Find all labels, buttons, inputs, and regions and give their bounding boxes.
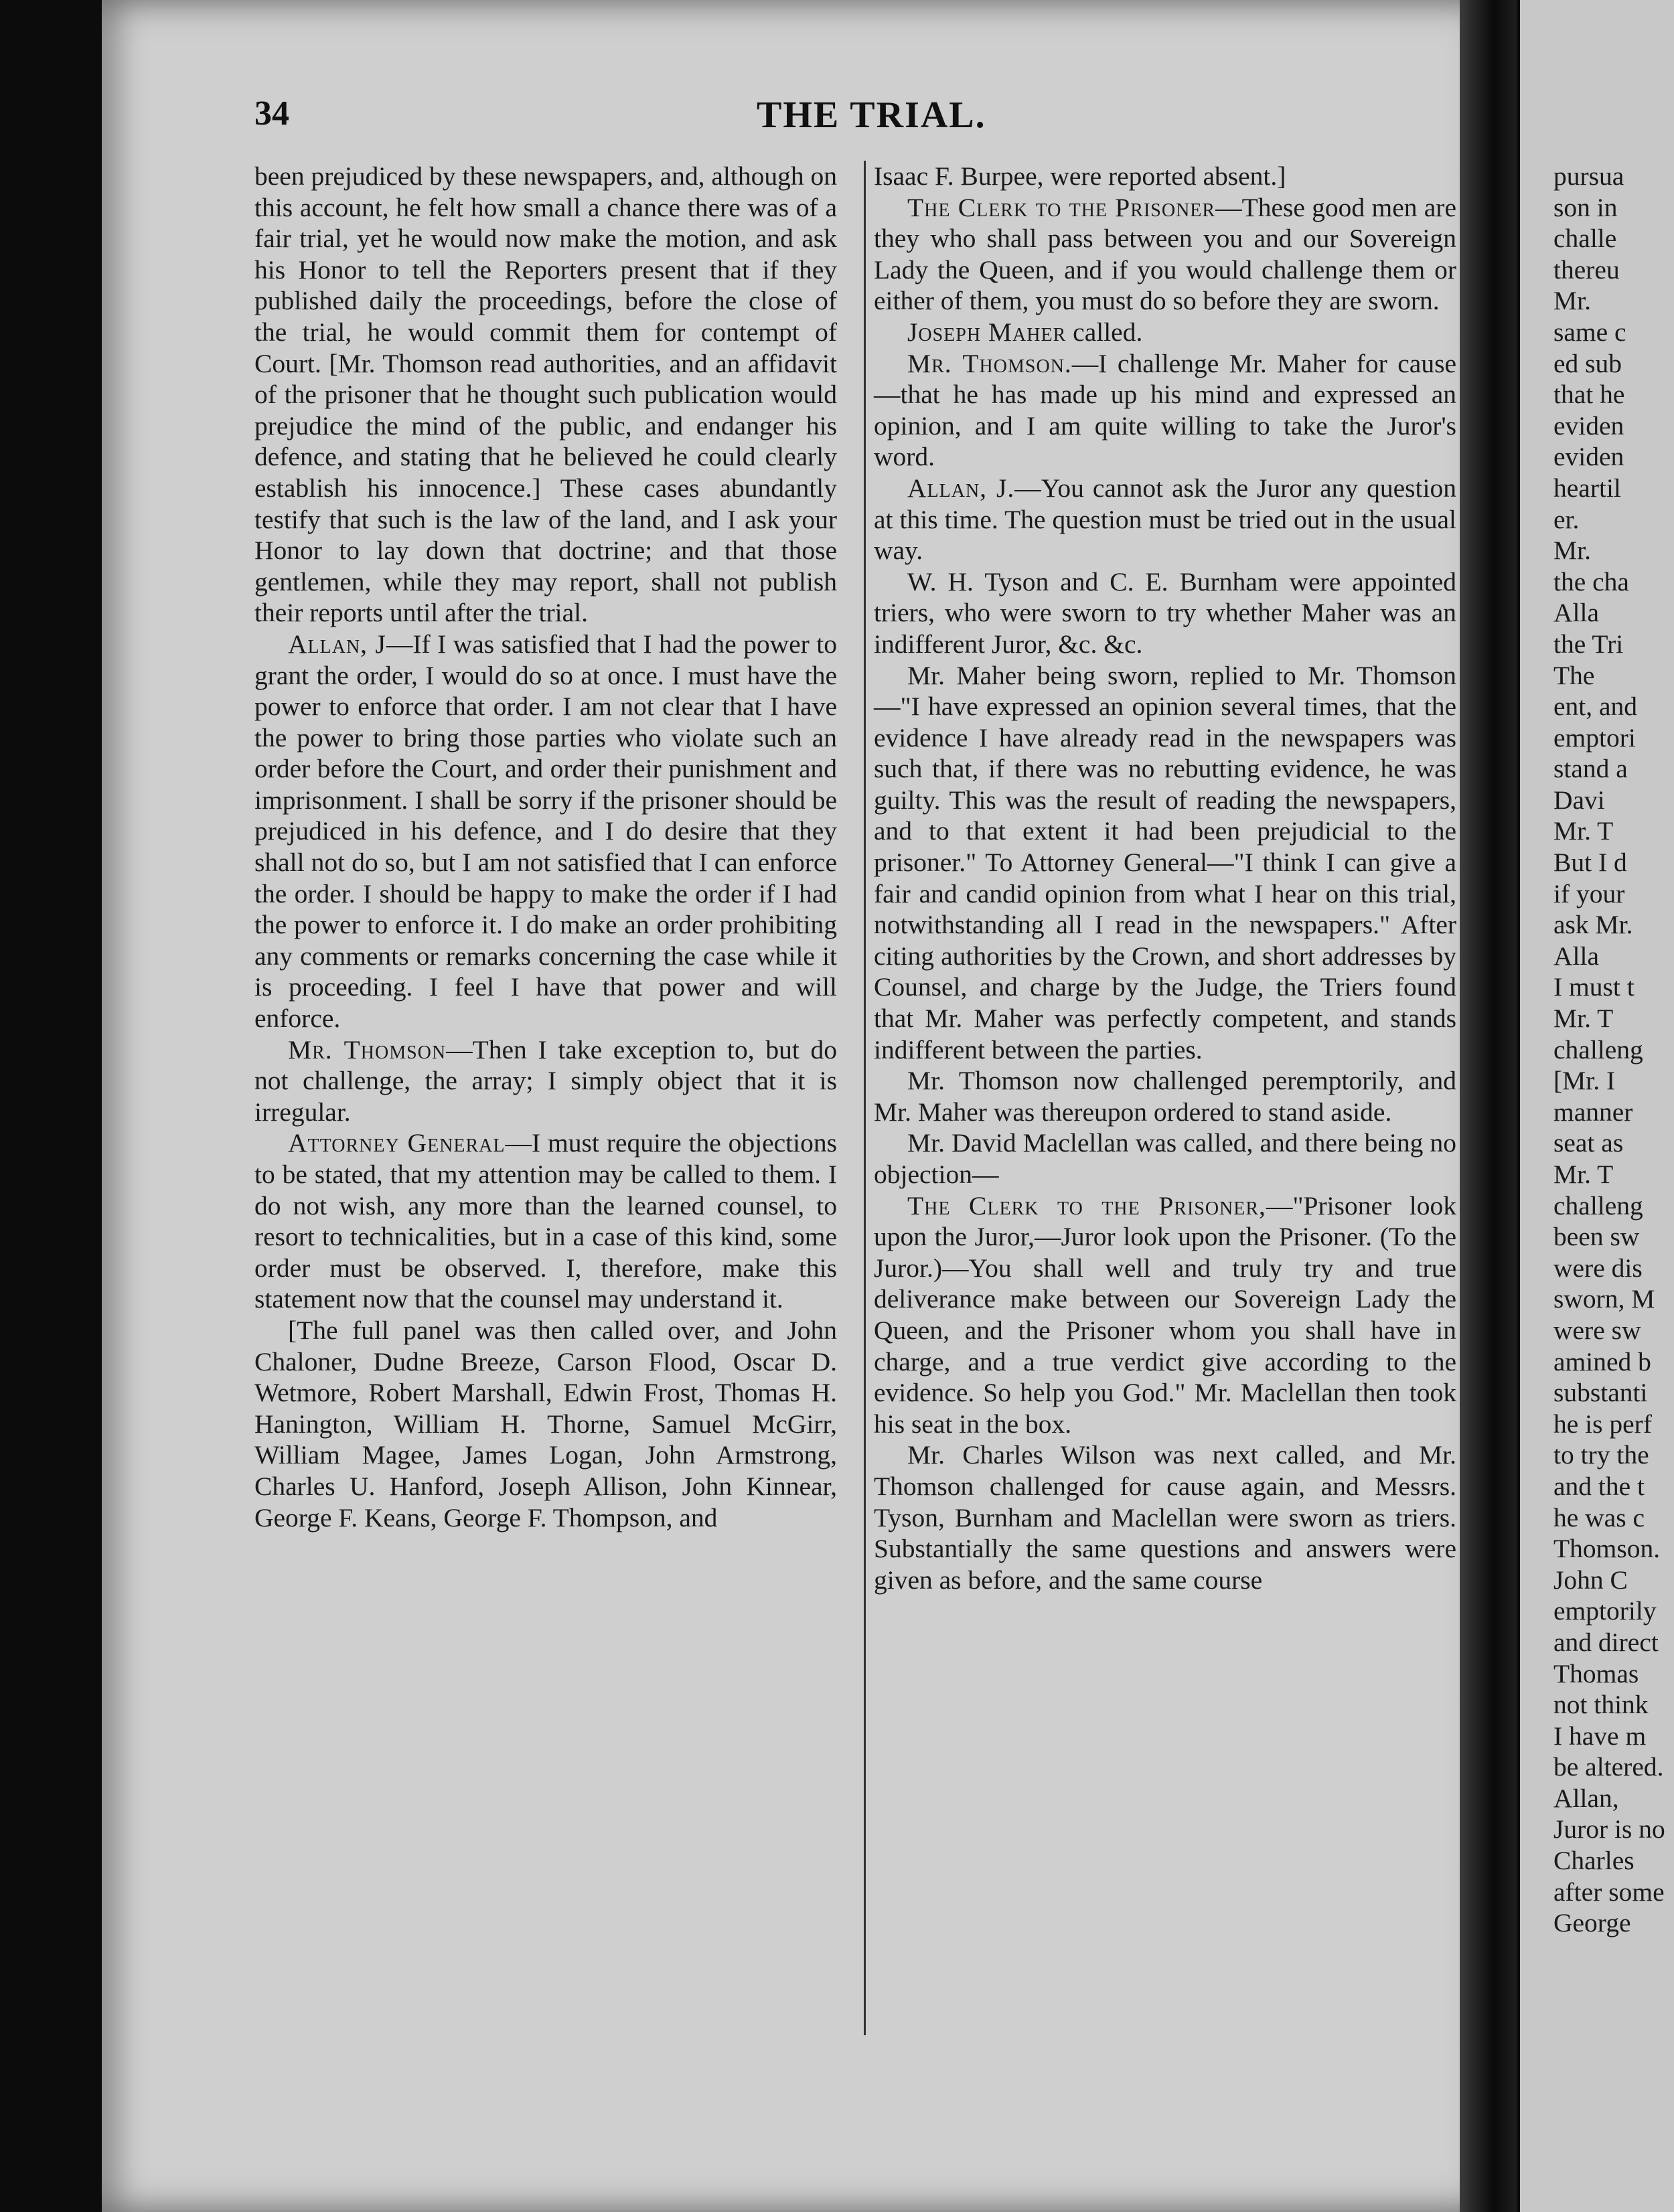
paragraph [874,1065,1456,1127]
facing-page-line: The [1553,660,1595,690]
facing-page-line: Thomson. [1553,1534,1661,1564]
facing-page-line: after some [1553,1877,1665,1907]
paragraph [874,192,1456,317]
paragraph [874,566,1456,660]
paragraph-text: Mr. Thomson now challenged peremptorily, and Mr. Maher was thereupon ordered to stand aside. [874,1066,1456,1127]
paragraph-text: Mr. David Maclellan was called, and there being no objection— [874,1128,1456,1189]
speaker-name: The Clerk to the Prisoner, [907,1190,1266,1220]
paragraph-text: —These good men are they who shall pass between you and our Sovereign Lady the Queen, and if you would challenge them or either of them, you must do so before they are sworn. [874,192,1456,316]
paragraph [254,1034,837,1128]
facing-page-line: Davi [1553,785,1605,815]
paragraph-text: been prejudiced by these newspapers, and, although on this account, he felt how small a chance there was of a fair trial, yet he would now make the motion, and ask his Honor to tell the Reporters present that if they published daily the proceedings, before the close of the trial, he would commit them for contempt of Court. [Mr. Thomson read authorities, and an affidavit of the prisoner that he thought such publication would prejudice the mind of the public, and endanger his defence, and stating that he believed he could clearly establish his innocence.] These cases abundantly testify that such is the law of the land, and I ask your Honor to lay down that doctrine; and that those gentlemen, while they may report, shall not publish their reports until after the trial. [254,161,837,628]
column-divider [864,161,866,2035]
facing-page-line: emptori [1553,722,1636,753]
paragraph-text: —You cannot ask the Juror any question at this time. The question must be tried out in the usual way. [874,473,1456,566]
facing-page-line: same c [1553,317,1626,347]
left-text-column [254,161,837,1533]
facing-page-line: I must t [1553,972,1634,1002]
paragraph-text: —If I was satisfied that I had the power to grant the order, I would do so at once. I must have the power to enforce that order. I am not clear that I have the power to bring those parties who violate such an order before the Court, and order their punishment and imprisonment. I shall be sorry if the prisoner should be prejudiced in his defence, and I do desire that they shall not do so, but I am not satisfied that I can enforce the order. I should be happy to make the order if I had the power to enforce it. I do make an order prohibiting any comments or remarks concerning the case while it is proceeding. I feel I have that power and will enforce. [254,629,838,1034]
paragraph [874,348,1456,473]
facing-page-line: sworn, M [1553,1284,1655,1314]
facing-page-line: ed sub [1553,348,1622,378]
facing-page-line: Mr. T [1553,1004,1614,1034]
facing-page-line: that he [1553,380,1625,410]
facing-page-line: Mr. [1553,536,1591,566]
facing-page-line: Juror is no [1553,1814,1665,1844]
running-title: THE TRIAL. [757,94,986,136]
facing-page-line: emptorily [1553,1596,1657,1626]
facing-page-line: Charles [1553,1846,1634,1876]
paragraph [254,1127,837,1315]
speaker-name: Attorney General [288,1128,506,1158]
paragraph-text: Isaac F. Burpee, were reported absent.] [874,161,1286,191]
facing-page-line: thereu [1553,254,1620,285]
facing-page-line: George [1553,1908,1631,1938]
facing-page-edge [1520,0,1674,2212]
facing-page-line: heartil [1553,473,1621,503]
facing-page-line: he was c [1553,1502,1645,1532]
facing-page-line: and direct [1553,1627,1659,1657]
facing-page-line: Alla [1553,598,1600,628]
facing-page-line: the cha [1553,566,1629,597]
paragraph-text: —I challenge Mr. Maher for cause—that he has made up his mind and expressed an opinion, and I am quite willing to take the Juror's word. [874,348,1456,472]
facing-page-text [1520,161,1665,1939]
facing-page-line: pursua [1553,161,1624,191]
paragraph [254,1315,837,1533]
paragraph [254,629,837,1034]
paragraph-text: —"Prisoner look upon the Juror,—Juror look upon the Prisoner. (To the Juror.)—You shall well and truly try and true deliverance make between our Sovereign Lady the Queen, and the Prisoner whom you shall have in charge, and a true verdict give according to the evidence. So help you God." Mr. Maclellan then took his seat in the box. [874,1190,1456,1439]
paragraph [874,161,1456,192]
facing-page-line: Thomas [1553,1658,1639,1688]
paragraph [874,660,1456,1066]
page-header [254,94,1493,147]
facing-page-line: challeng [1553,1034,1643,1064]
paragraph [874,1190,1456,1440]
facing-page-line: ent, and [1553,692,1638,722]
facing-page-line: were dis [1553,1253,1643,1283]
facing-page-line: ask Mr. [1553,910,1633,940]
facing-page-line: he is perf [1553,1409,1652,1439]
facing-page-line: seat as [1553,1128,1624,1158]
facing-page-line: er. [1553,504,1580,534]
paragraph [874,473,1456,566]
facing-page-line: substanti [1553,1378,1648,1408]
facing-page-line: [Mr. I [1553,1066,1616,1096]
paragraph [254,161,837,629]
facing-page-line: stand a [1553,754,1628,784]
paragraph-text: —I must require the objections to be stated, that my attention may be called to them. I do not wish, any more than the learned counsel, to resort to technicalities, but in a case of this kind, some order must be observed. I, therefore, make this statement now that the counsel may understand it. [254,1128,838,1314]
facing-page-line: be altered. [1553,1752,1664,1782]
paragraph [874,1127,1456,1190]
page-number: 34 [254,94,289,133]
facing-page-line: Alla [1553,941,1600,971]
facing-page-line: the Tri [1553,629,1624,659]
speaker-name: The Clerk to the Prisoner [907,192,1216,222]
speaker-name: Joseph Maher [907,317,1067,347]
facing-page-line: Mr. T [1553,1160,1614,1189]
speaker-name: Allan, J. [907,473,1015,503]
paragraph [874,317,1456,348]
paragraph-text: Mr. Maher being sworn, replied to Mr. Thomson—"I have expressed an opinion several times, that the evidence I have already read in the newspapers was such that, if there was no rebutting evidence, he was guilty. This was the result of reading the newspapers, and to that extent it had been prejudicial to the prisoner." To Attorney General—"I think I can give a fair and candid opinion from what I hear on this trial, notwithstanding all I read in the newspapers." After citing authorities by the Crown, and short addresses by Counsel, and charge by the Judge, the Triers found that Mr. Maher was perfectly competent, and stands indifferent between the parties. [874,660,1456,1064]
facing-page-line: I have m [1553,1721,1647,1751]
paragraph-text: W. H. Tyson and C. E. Burnham were appointed triers, who were sworn to try whether Maher was an indifferent Juror, &c. &c. [874,566,1456,659]
paragraph [874,1439,1456,1595]
facing-page-line: to try the [1553,1440,1649,1470]
facing-page-line: Mr. [1553,286,1591,316]
facing-page-line: challe [1553,224,1617,254]
facing-page-line: son in [1553,192,1618,222]
facing-page-line: amined b [1553,1346,1651,1376]
facing-page-line: been sw [1553,1222,1640,1252]
speaker-name: Mr. Thomson. [907,348,1072,378]
facing-page-line: were sw [1553,1315,1641,1345]
facing-page-line: if your [1553,878,1625,908]
facing-page-line: But I d [1553,848,1627,878]
facing-page-line: challeng [1553,1190,1643,1220]
speaker-name: Allan, J [288,629,386,659]
paragraph-text: —Then I take exception to, but do not challenge, the array; I simply object that it is irregular. [254,1034,837,1127]
facing-page-line: eviden [1553,410,1624,441]
paragraph-text: [The full panel was then called over, and John Chaloner, Dudne Breeze, Carson Flood, Oscar D. Wetmore, Robert Marshall, Edwin Frost, Thomas H. Hanington, William H. Thorne, Samuel McGirr, William Magee, James Logan, John Armstrong, Charles U. Hanford, Joseph Allison, John Kinnear, George F. Keans, George F. Thompson, and [254,1315,837,1532]
facing-page-line: not think [1553,1690,1649,1720]
speaker-name: Mr. Thomson [288,1034,447,1064]
facing-page-line: Allan, [1553,1783,1619,1813]
facing-page-line: eviden [1553,442,1624,472]
book-gutter [1460,0,1517,2212]
facing-page-line: Mr. T [1553,816,1614,846]
facing-page-line: and the t [1553,1471,1645,1501]
right-text-column [874,161,1456,1595]
paragraph-text: called. [1066,317,1143,347]
paragraph-text: Mr. Charles Wilson was next called, and Mr. Thomson challenged for cause again, and Messrs. Tyson, Burnham and Maclellan were sworn as triers. Substantially the same questions and answers were given as before, and the same course [874,1440,1456,1595]
facing-page-line: John C [1553,1565,1628,1595]
facing-page-line: manner [1553,1097,1633,1127]
